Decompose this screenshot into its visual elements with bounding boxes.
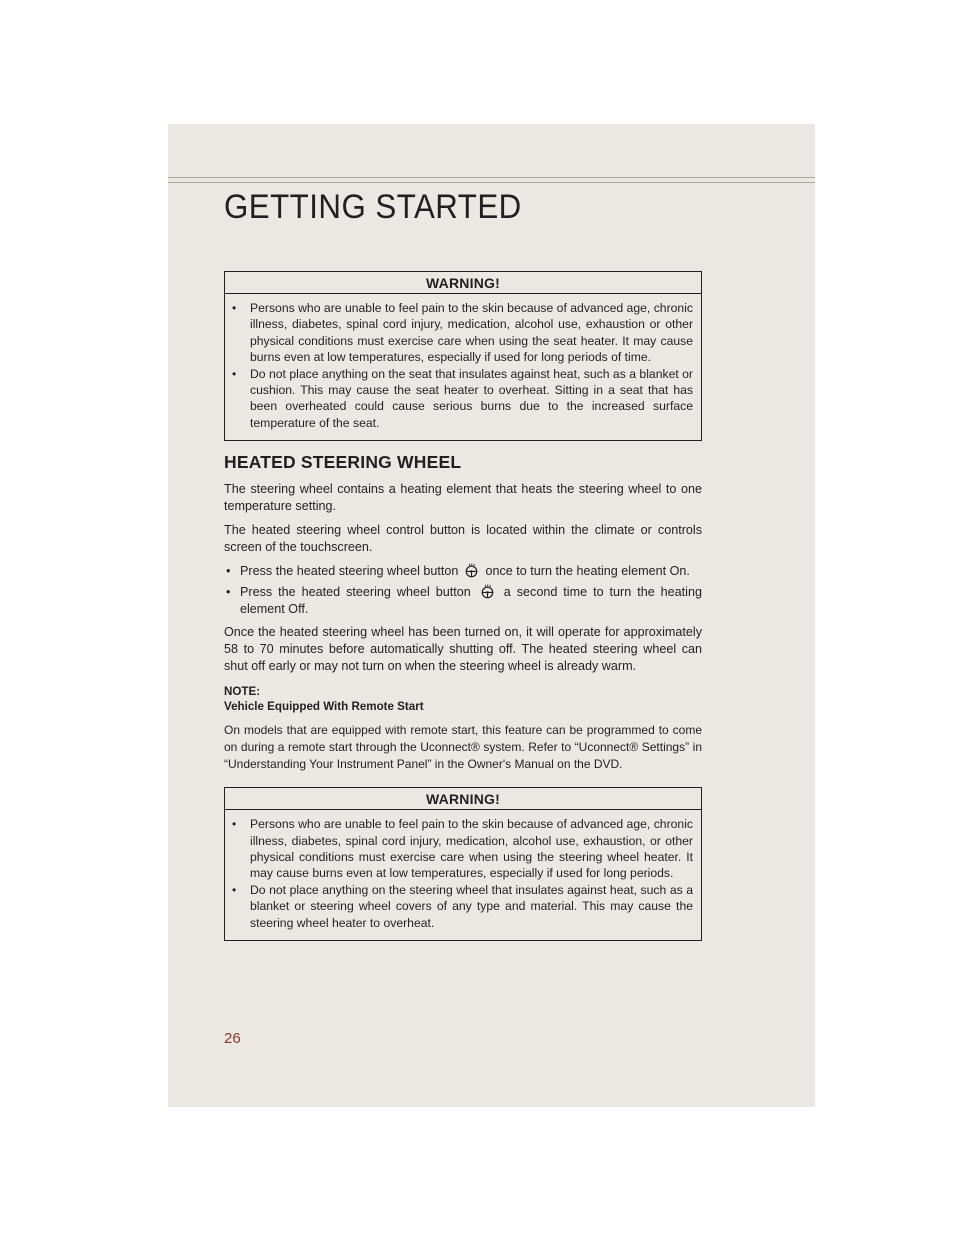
- page-content: [224, 271, 702, 941]
- instruction-list: [224, 563, 702, 618]
- instruction-text: • Press the heated steering wheel button: [240, 564, 459, 579]
- warning-title: WARNING!: [225, 788, 701, 810]
- instruction-text: Press the heated steering wheel button: [240, 585, 471, 600]
- warning-title: WARNING!: [225, 272, 701, 294]
- manual-page: [168, 124, 815, 1107]
- warning-box-seat-heater: [224, 271, 702, 441]
- warning-item: • Persons who are unable to feel pain to the skin because of advanced age, chronic illness, diabetes, spinal cord injury, medication, alcohol use, exhaustion, or other physical conditions must exercise care when using the steering wheel heater. It may cause burns even at low temperatures, especially if used for long periods.: [250, 816, 693, 882]
- warning-list: [225, 810, 701, 940]
- warning-box-steering-heater: [224, 787, 702, 941]
- warning-item: • Persons who are unable to feel pain to the skin because of advanced age, chronic illness, diabetes, spinal cord injury, medication, alcohol use, exhaustion or other physical conditions must exercise care when using the seat heater. It may cause burns even at low temperatures, especially if used for long periods of time.: [250, 300, 693, 366]
- header-rule-bottom: [168, 182, 815, 183]
- paragraph-control-location: The heated steering wheel control button is located within the climate or controls screen of the touchscreen.: [224, 523, 702, 555]
- heated-steering-wheel-icon: [480, 584, 495, 599]
- header-rule-top: [168, 177, 815, 178]
- instruction-turn-off: [224, 584, 702, 618]
- heated-steering-wheel-heading: HEATED STEERING WHEEL: [224, 452, 462, 473]
- instruction-text: a second time to turn the heating element Off.: [240, 585, 702, 617]
- note-subtitle: Vehicle Equipped With Remote Start: [224, 700, 424, 714]
- warning-item: • Do not place anything on the seat that insulates against heat, such as a blanket or cushion. This may cause the seat heater to overheat. Sitting in a seat that has been overheated could cause serious burns due to the increased surface temperature of the seat.: [250, 366, 693, 432]
- paragraph-heating-element: The steering wheel contains a heating element that heats the steering wheel to one temperature setting.: [224, 482, 702, 514]
- page-number: 26: [224, 1030, 241, 1047]
- note-body: On models that are equipped with remote start, this feature can be programmed to come on during a remote start through the Uconnect® system. Refer to “Uconnect® Settings” in “Understanding Your Instrument Panel” in the Owner's Manual on the DVD.: [224, 723, 702, 772]
- instruction-text: once to turn the heating element On.: [485, 564, 690, 579]
- warning-list: [225, 294, 701, 440]
- section-title: GETTING STARTED: [224, 188, 522, 226]
- warning-item: • Do not place anything on the steering wheel that insulates against heat, such as a blanket or steering wheel covers of any type and material. This may cause the steering wheel heater to overheat.: [250, 882, 693, 931]
- paragraph-operation-time: Once the heated steering wheel has been turned on, it will operate for approximately 58 to 70 minutes before automatically shutting off. The heated steering wheel can shut off early or may not turn on when the steering wheel is already warm.: [224, 625, 702, 674]
- heated-steering-wheel-icon: [464, 563, 479, 578]
- instruction-turn-on: [224, 563, 702, 580]
- note-label: NOTE:: [224, 685, 261, 699]
